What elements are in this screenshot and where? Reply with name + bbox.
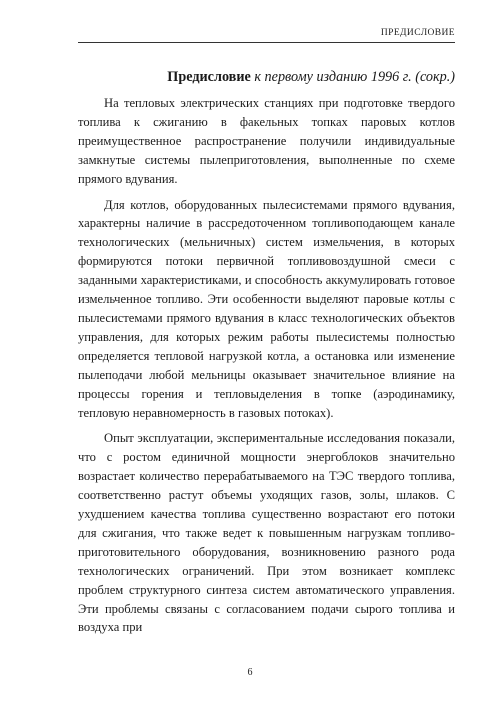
page-number: 6 — [247, 667, 253, 678]
header-rule — [78, 42, 455, 43]
paragraph: Для котлов, оборудованных пылесистемами прямого вдувания, характерны наличие в рассредоточенном топливоподающем канале технологических (мельничных) систем измельчения, в которых формируются потоки первичной топливовоздушной смеси с заданными характеристиками, и способность аккумулировать готовое измельченное топливо. Эти особенности выделяют паровые котлы с пылесистемами прямого вдувания в класс технологических объектов управления, для которых режим работы пылесистемы полностью определяется тепловой нагрузкой котла, а остановка или изменение пылеподачи любой мельницы оказывает значительное влияние на процессы горения и тепловыделения в топке (аэродинамику, тепловую неравномерность в газовых потоках). — [78, 197, 455, 420]
heading-subtitle: к первому изданию 1996 г. (сокр.) — [254, 69, 455, 85]
section-heading — [78, 68, 455, 86]
paragraph: Опыт эксплуатации, экспериментальные исследования показали, что с ростом единичной мощности энергоблоков значительно возрастает количество перерабатываемого на ТЭС твердого топлива, соответственно растут объемы уходящих газов, золы, шлаков. С ухудшением качества топлива существенно возрастают его потоки для сжигания, что также ведет к повышенным нагрузкам топливо-приготовительного оборудования, возникновению разного рода технологических ограничений. При этом возникает комплекс проблем структурного синтеза систем автоматического управления. Эти проблемы связаны с согласованием подачи сырого топлива и воздуха при — [78, 431, 455, 635]
body-text — [78, 94, 455, 644]
heading-title: Предисловие — [167, 69, 251, 85]
paragraph: На тепловых электрических станциях при подготовке твердого топлива к сжиганию в факельных топках паровых котлов преимущественное распространение получили индивидуальные замкнутые системы пылеприготовления, выполненные по схеме прямого вдувания. — [78, 96, 455, 186]
running-head: ПРЕДИСЛОВИЕ — [380, 28, 455, 38]
